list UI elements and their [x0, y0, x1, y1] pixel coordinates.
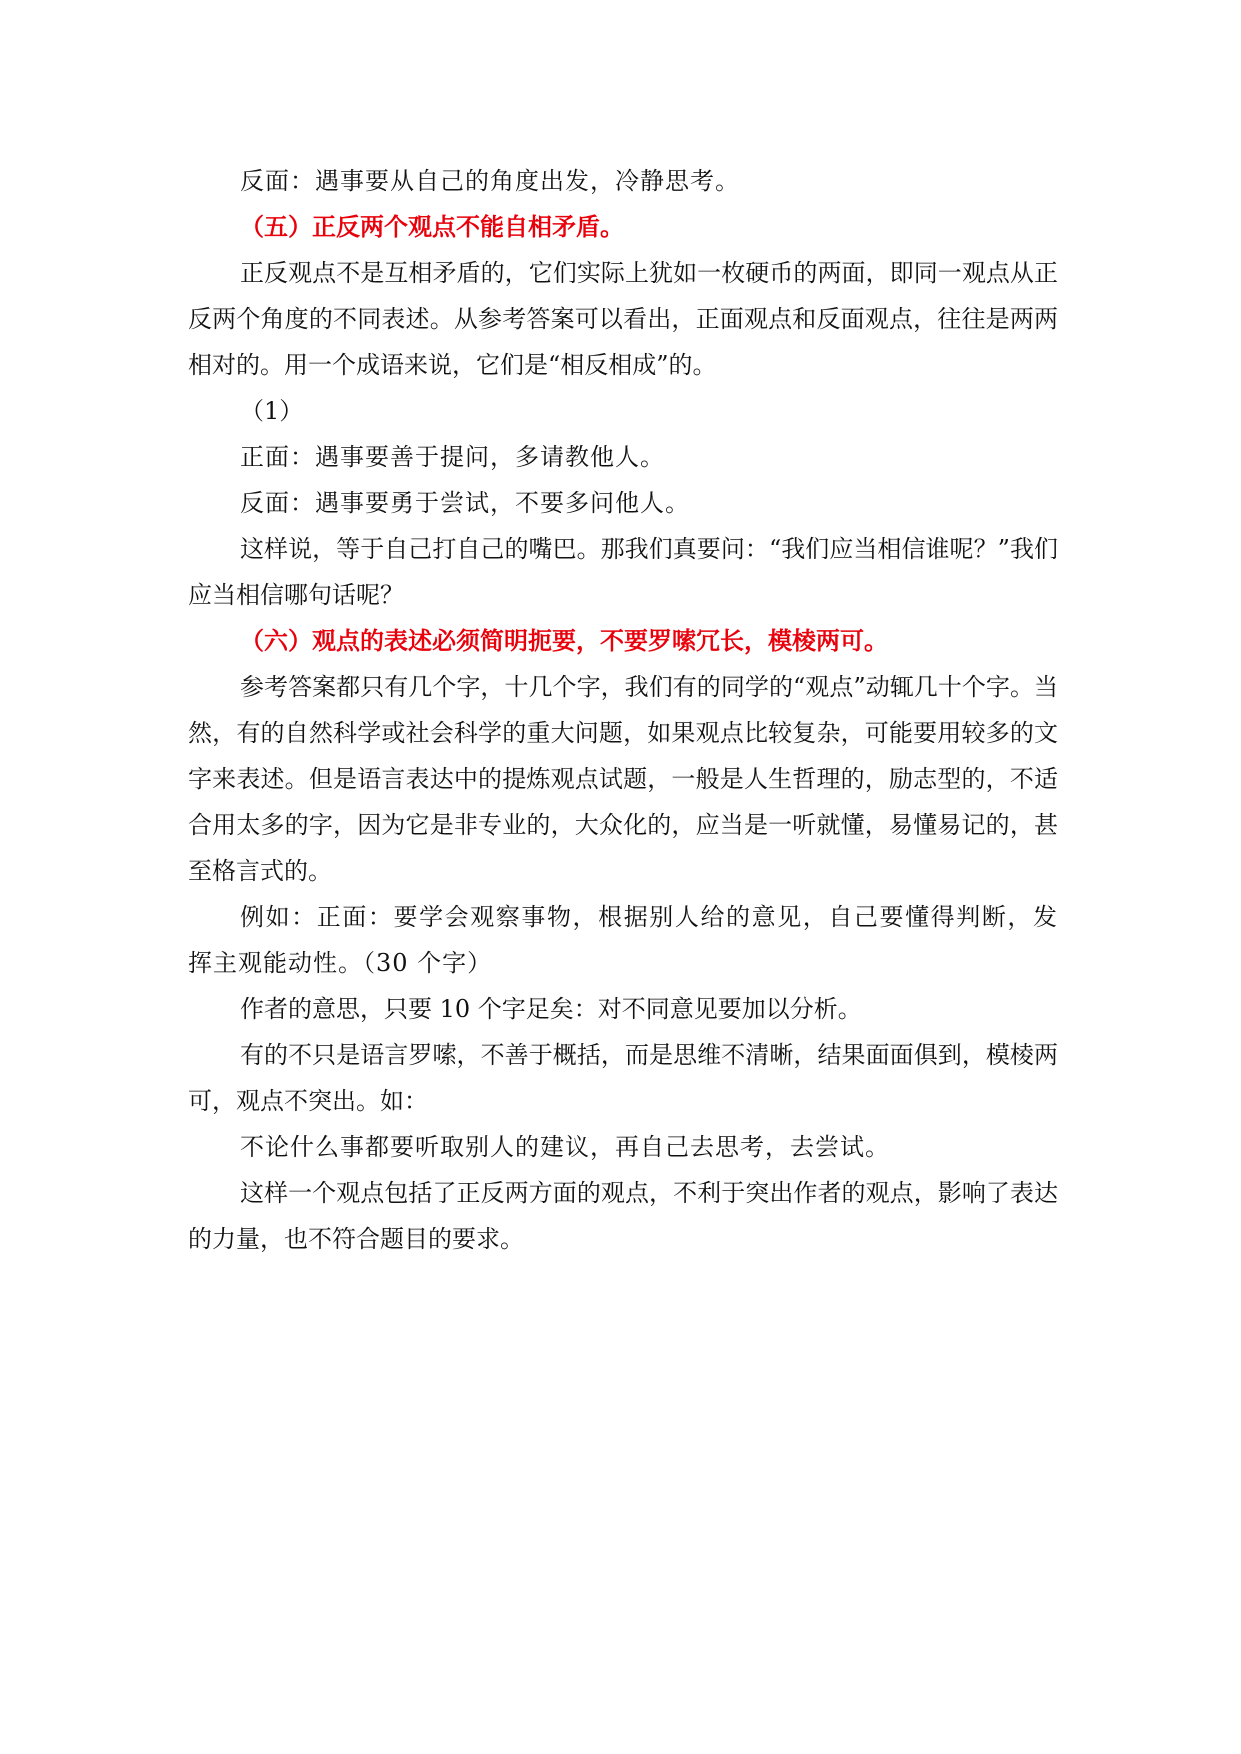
paragraph-conclusion: 这样一个观点包括了正反两方面的观点，不利于突出作者的观点，影响了表达的力量，也不符合题目的要求。	[188, 1179, 1058, 1253]
paragraph-coin-analogy: 正反观点不是互相矛盾的，它们实际上犹如一枚硬币的两面，即同一观点从正反两个角度的不同表述。从参考答案可以看出，正面观点和反面观点，往往是两两相对的。用一个成语来说，它们是“相反相成”的。	[188, 259, 1058, 379]
paragraph-example-30-chars: 例如：正面：要学会观察事物，根据别人给的意见，自己要懂得判断，发挥主观能动性。（30 个字）	[188, 903, 1058, 977]
section-heading-6: （六）观点的表述必须简明扼要，不要罗嗦冗长，模棱两可。	[240, 627, 888, 655]
paragraph-negative-view-2: 反面：遇事要勇于尝试，不要多问他人。	[240, 489, 690, 517]
paragraph-example-ambiguous: 不论什么事都要听取别人的建议，再自己去思考，去尝试。	[240, 1133, 890, 1161]
paragraph-contradiction: 这样说，等于自己打自己的嘴巴。那我们真要问：“我们应当相信谁呢？”我们应当相信哪句话呢？	[188, 535, 1058, 609]
paragraph-concise-answers: 参考答案都只有几个字，十几个字，我们有的同学的“观点”动辄几十个字。当然，有的自然科学或社会科学的重大问题，如果观点比较复杂，可能要用较多的文字来表述。但是语言表达中的提炼观点试题，一般是人生哲理的，励志型的，不适合用太多的字，因为它是非专业的，大众化的，应当是一听就懂，易懂易记的，甚至格言式的。	[188, 673, 1058, 885]
section-heading-5: （五）正反两个观点不能自相矛盾。	[240, 213, 624, 241]
document-page	[188, 158, 1058, 1262]
paragraph-positive-view-2: 正面：遇事要善于提问，多请教他人。	[240, 443, 665, 471]
paragraph-negative-view-1: 反面：遇事要从自己的角度出发，冷静思考。	[240, 167, 740, 195]
paragraph-10-chars: 作者的意思，只要 10 个字足矣：对不同意见要加以分析。	[240, 995, 862, 1023]
example-number: （1）	[240, 397, 304, 425]
paragraph-unclear-thinking: 有的不只是语言罗嗦，不善于概括，而是思维不清晰，结果面面俱到，模棱两可，观点不突出。如：	[188, 1041, 1058, 1115]
